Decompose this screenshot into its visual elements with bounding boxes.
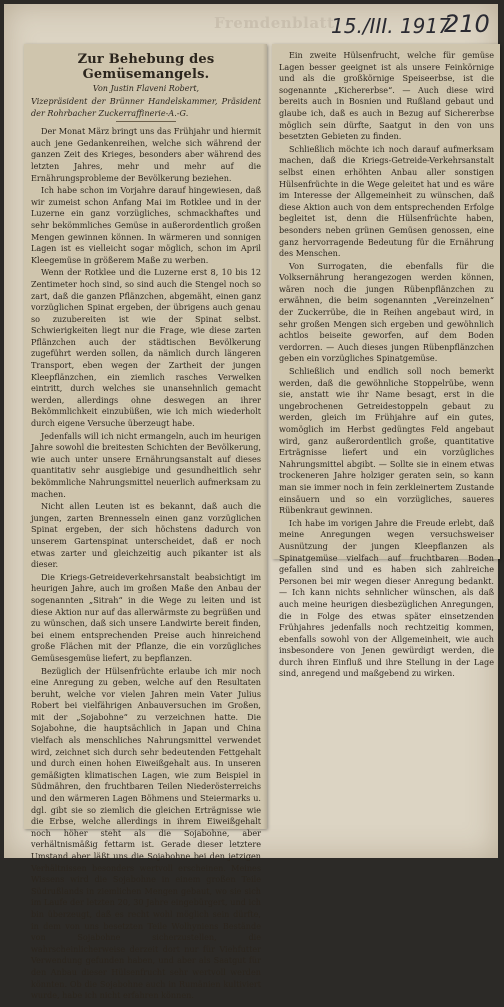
clipping-edge-shadow — [263, 44, 267, 829]
handwritten-date: 15./III. 1917 — [331, 14, 451, 38]
title-divider — [116, 121, 176, 122]
article-paragraph: Schließlich möchte ich noch darauf aufmerksam machen, daß die Kriegs-Getreide-Verkehrsanstalt selbst einen erhöhten Anbau aller sonstigen Hülsenfrüchte in die Wege geleitet hat und es wäre im Interesse der Allgemeinheit zu wünschen, daß diese Aktion auch von dem entsprechenden Erfolge begleitet ist, denn die Hülsenfrüchte haben, besonders neben grünen Gemüsen genossen, eine ganz hervorragende Bedeutung für die Ernährung des Menschen. — [279, 143, 494, 259]
author-note: Vizepräsident der Brünner Handelskammer, Präsident der Rohrbacher Zuckerraffinerie-A.-G. — [31, 96, 261, 118]
folio-number: 210 — [444, 10, 490, 38]
article-paragraph: Bezüglich der Hülsenfrüchte erlaube ich mir noch eine Anregung zu geben, welche auf den Resultaten beruht, welche vor vielen Jahren mein Vater Julius Robert bei vielfährigen Anbauversuchen im Großen, mit der „Sojabohne“ zu verzeichnen hatte. Die Sojabohne, die hauptsächlich in Japan und China vielfach als menschliches Nahrungsmittel verwendet wird, zeichnet sich durch sehr bedeutenden Fettgehalt und durch einen hohen Eiweißgehalt aus. In unseren gemäßigten klimatischen Lagen, wie zum Beispiel in Südmähren, den fruchtbaren Teilen Niederösterreichs und den wärmeren Lagen Böhmens und Steiermarks u. dgl. gibt sie so ziemlich die gleichen Erträgnisse wie die Erbse, welche allerdings in ihrem Eiweißgehalt noch höher steht als die Sojabohne, aber verhältnismäßig fettarm ist. Gerade dieser letztere Umstand aber läßt uns die Sojabohne bei den jetzigen Verhältnissen besonders wertvoll erscheinen. Meines Wissens wird die Sojabohne in einem großen Teile Südrußlands in ziemlichen Mengen gebaut, wo sie sich im Laufe der letzten 20, 30 Jahre eingebürgert, und ich bin überzeugt, daß es recht wohl möglich sein dürfte, in dem von uns besetzten Teile Wolhyniens Bestände von Sojabohne sicherzustellen, die wahrscheinlicherweise derzeit dort nur für Viehfutter Verwendung gefunden haben, und aber als Saatgut für den Anbau dieser Hülsenfrucht sehr wertvoll werden könnten. Ob die Sojabohne auch in Rumänien kultiviert wurde, habe ich nicht erfahren können. — [31, 665, 261, 1001]
article-paragraph: Ich habe im vorigen Jahre die Freude erlebt, daß meine Anregungen wegen versuchsweiser Ausnützung der jungen Kleepflanzen als Spinatgemüse vielfach auf fruchtbaren Boden gefallen sind und es haben sich zahlreiche Personen bei mir wegen dieser Anregung bedankt. — Ich kann nichts sehnlicher wünschen, als daß auch meine heurigen diesbezüglichen Anregungen, die in Folge des etwas später einsetzenden Frühjahres jedenfalls noch rechtzeitig kommen, ebenfalls sowohl von der Allgemeinheit, wie auch insbesondere von Jenen gewürdigt werden, die durch ihren Einfluß und ihre Stellung in der Lage sind, anregend und maßgebend zu wirken. — [279, 517, 494, 679]
archive-sheet — [4, 4, 498, 1001]
article-paragraph: Ich habe schon im Vorjahre darauf hingewiesen, daß wir zumeist schon Anfang Mai im Rotklee und in der Luzerne ein ganz vorzügliches, schmackhaftes und sehr bekömmliches Gemüse in außerordentlich großen Mengen gewinnen können. In wärmeren und sonnigen Lagen ist es vielleicht sogar möglich, schon im April Kleegemüse in größerem Maße zu werben. — [31, 185, 261, 265]
article-paragraph: Von Surrogaten, die ebenfalls für die Volksernährung herangezogen werden können, wären noch die jungen Rübenpflänzchen zu erwähnen, die beim sogenannten „Vereinzelnen“ der Zuckerrübe, die in Reihen angebaut wird, in sehr großen Mengen sich ergeben und gewöhnlich achtlos beiseite geworfen, auf dem Boden verdorren. — Auch dieses jungen Rübenpflänzchen geben ein vorzügliches Spinatgemüse. — [279, 260, 494, 364]
article-author: Von Justin Flaveni Robert, — [92, 84, 200, 93]
article-paragraph: Die Kriegs-Getreideverkehrsanstalt beabsichtigt im heurigen Jahre, auch im großen Maße den Anbau der sogenannten „Sitrah“ in die Wege zu leiten und ist diese Aktion nur auf das allerwärmste zu begrüßen und zu wünschen, daß sich unsere Landwirte bereit finden, bei einem entsprechenden Preise auch hinreichend große Flächen mit der Pflanze, die ein vorzügliches Gemüsesgemüse liefert, zu bepflanzen. — [31, 571, 261, 663]
article-paragraph: Jedenfalls will ich nicht ermangeln, auch im heurigen Jahre sowohl die breitesten Schichten der Bevölkerung, wie auch unter unsere Ernährungsanstalt auf dieses quantitativ sehr ausgiebige und gesundheitlich sehr bekömmliche Nahrungsmittel neuerlich aufmerksam zu machen. — [31, 430, 261, 499]
article-paragraph: Wenn der Rotklee und die Luzerne erst 8, 10 bis 12 Zentimeter hoch sind, so sind auch die Stengel noch so zart, daß die ganzen Pflänzchen, abgemäht, einen ganz vorzüglichen Spinat ergeben, der übrigens auch genau so zuzubereiten ist wie der Spinat selbst. Schwierigkeiten liegt nur die Frage, wie diese zarten Pflänzchen auch der städtischen Bevölkerung zugeführt werden sollen, da nämlich durch längeren Transport, eben wegen der Zartheit der jungen Kleepflänzchen, ein ziemlich rasches Verwelken eintritt, durch welches sie unansehnlich gemacht werden, allerdings ohne deswegen an ihrer Bekömmlichkeit einzubüßen, wie ich mich wiederholt durch eigene Versuche überzeugt habe. — [31, 267, 261, 429]
article-paragraph: Schließlich und endlich soll noch bemerkt werden, daß die gewöhnliche Stoppelrübe, wenn sie, anstatt wie ihr Name besagt, erst in die ungebrochenen Getreidestoppeln gebaut zu werden, gleich im Frühjahre auf ein gutes, womöglich im Herbst gedüngtes Feld angebaut wird, ganz außerordentlich große, quantitative Erträgnisse liefert und ein vorzügliches Nahrungsmittel abgibt. — Sollte sie in einem etwas trockeneren Jahre holziger geraten sein, so kann man sie immer noch in fein zerkleinertem Zustande einsäuern und so ein vorzügliches, saueres Rübenkraut gewinnen. — [279, 366, 494, 516]
clipping-right-column — [272, 44, 500, 679]
article-paragraph: Der Monat März bringt uns das Frühjahr und hiermit auch jene Gedankenreihen, welche sich während der ganzen Zeit des Krieges, besonders aber während des letzten Jahres, mehr und mehr auf die Ernährungsprobleme der Bevölkerung beziehen. — [31, 126, 261, 183]
article-paragraph: Nicht allen Leuten ist es bekannt, daß auch die jungen, zarten Brennesseln einen ganz vorzüglichen Spinat ergeben, der sich höchstens dadurch von unserem Gartenspinat unterscheidet, daß er noch etwas zarter und gleichzeitig auch pikanter ist als dieser. — [31, 501, 261, 570]
clipping-left-column — [24, 44, 267, 1001]
newspaper-masthead: Fremdenblatt — [214, 14, 335, 32]
article-paragraph: Ein zweite Hülsenfrucht, welche für gemüse Lagen besser geeignet ist als unsere Feinkörnige und als die großkörnige Speiseerbse, ist die sogenannte „Kichererbse“. — Auch diese wird bereits auch in Bosnien und Rußland gebaut und glaube ich, daß es auch in Bezug auf Sichererbse möglich sein dürfte, Saatgut in den von uns besetzten Gebieten zu finden. — [279, 50, 494, 142]
article-title: Zur Behebung des Gemüsemangels. — [77, 52, 215, 82]
